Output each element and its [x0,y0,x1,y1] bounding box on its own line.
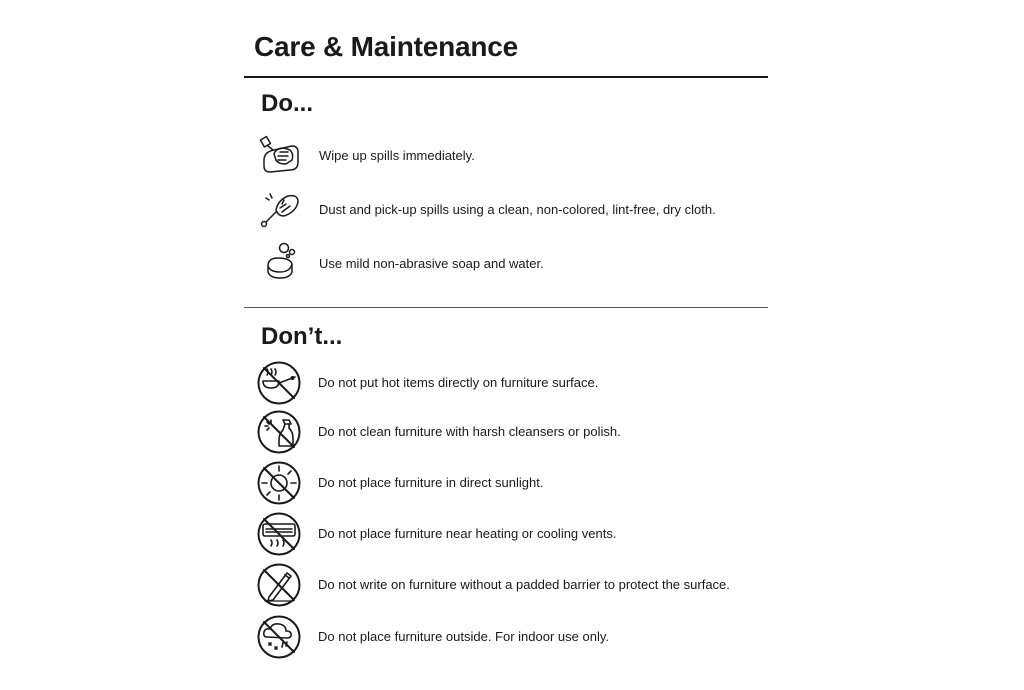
no-pen-icon [257,563,301,607]
wipe-cloth-icon [258,134,302,178]
do-item-text: Dust and pick-up spills using a clean, non-colored, lint-free, dry cloth. [319,202,716,217]
do-heading: Do... [261,90,313,117]
dont-item-text: Do not place furniture near heating or cooling vents. [318,526,617,541]
no-hot-pan-icon [257,361,301,405]
dont-item-text: Do not place furniture outside. For indoor use only. [318,629,609,644]
no-vent-icon [257,512,301,556]
dont-item-text: Do not clean furniture with harsh cleansers or polish. [318,424,621,439]
no-spray-cleanser-icon [257,410,301,454]
soap-bubbles-icon [258,242,302,286]
dont-item-vent [0,512,1024,556]
do-item-wipe [0,134,1024,178]
feather-duster-icon [258,188,302,232]
dont-item-hot [0,361,1024,405]
no-sunlight-icon [257,461,301,505]
dont-item-write [0,563,1024,607]
dont-item-text: Do not place furniture in direct sunlight. [318,475,544,490]
dont-heading: Don’t... [261,323,343,350]
dont-item-text: Do not put hot items directly on furniture surface. [318,375,599,390]
do-item-soap [0,242,1024,286]
dont-item-cleanser [0,410,1024,454]
do-item-text: Use mild non-abrasive soap and water. [319,256,544,271]
dont-item-outside [0,615,1024,659]
no-outdoor-weather-icon [257,615,301,659]
page-title: Care & Maintenance [254,31,519,62]
do-item-dust [0,188,1024,232]
title-divider [244,76,768,78]
section-divider [244,307,768,308]
dont-item-text: Do not write on furniture without a padded barrier to protect the surface. [318,577,730,592]
dont-item-sun [0,461,1024,505]
do-item-text: Wipe up spills immediately. [319,148,475,163]
